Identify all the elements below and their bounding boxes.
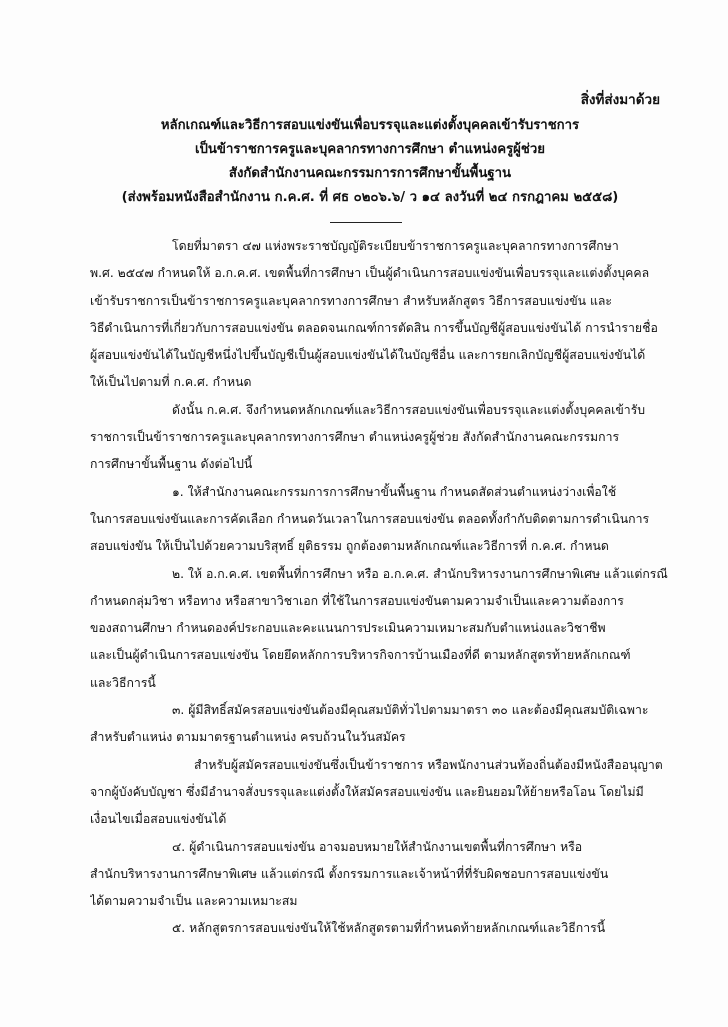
body-line: ราชการเป็นข้าราชการครูและบุคลากรทางการศึกษา ตำแหน่งครูผู้ช่วย สังกัดสำนักงานคณะกรรมการ	[90, 430, 620, 445]
title-line: สังกัดสำนักงานคณะกรรมการการศึกษาขั้นพื้นฐาน	[228, 166, 512, 181]
body-line: จากผู้บังคับบัญชา ซึ่งมีอำนาจสั่งบรรจุและแต่งตั้งให้สมัครสอบแข่งขัน และยินยอมให้ย้ายหรือโอน โดยไม่มี	[90, 784, 644, 799]
body-line: พ.ศ. ๒๕๔๗ กำหนดให้ อ.ก.ค.ศ. เขตพื้นที่การศึกษา เป็นผู้ดำเนินการสอบแข่งขันเพื่อบรรจุและแต่งตั้งบุคคล	[90, 266, 650, 281]
clause-4: ๔. ผู้ดำเนินการสอบแข่งขัน อาจมอบหมายให้สำนักงานเขตพื้นที่การศึกษา หรือ	[172, 839, 583, 854]
body-line: สำนักบริหารงานการศึกษาพิเศษ แล้วแต่กรณี ตั้งกรรมการและเจ้าหน้าที่ที่รับผิดชอบการสอบแข่งขัน	[90, 866, 609, 881]
body-line: ผู้สอบแข่งขันได้ในบัญชีหนึ่งไปขึ้นบัญชีเป็นผู้สอบแข่งขันได้ในบัญชีอื่น และการยกเลิกบัญชีผู้สอบแข่งขันได้	[90, 348, 646, 363]
body-line: และเป็นผู้ดำเนินการสอบแข่งขัน โดยยึดหลักการบริหารกิจการบ้านเมืองที่ดี ตามหลักสูตรท้ายหลักเกณฑ์	[90, 648, 631, 663]
body-line: วิธีดำเนินการที่เกี่ยวกับการสอบแข่งขัน ตลอดจนเกณฑ์การตัดสิน การขึ้นบัญชีผู้สอบแข่งขันได้ การนำรายชื่อ	[90, 320, 658, 335]
body-line: และวิธีการนี้	[90, 675, 156, 690]
clause-3: ๓. ผู้มีสิทธิ์สมัครสอบแข่งขันต้องมีคุณสมบัติทั่วไปตามมาตรา ๓๐ และต้องมีคุณสมบัติเฉพาะ	[172, 703, 649, 718]
body-line: การศึกษาขั้นพื้นฐาน ดังต่อไปนี้	[90, 457, 253, 472]
title-divider	[330, 222, 402, 223]
body-line: ให้เป็นไปตามที่ ก.ค.ศ. กำหนด	[90, 375, 252, 390]
body-line: ได้ตามความจำเป็น และความเหมาะสม	[90, 894, 298, 909]
document-title	[60, 114, 680, 210]
body-line: สำหรับตำแหน่ง ตามมาตรฐานตำแหน่ง ครบถ้วนในวันสมัคร	[90, 730, 406, 745]
body-line: โดยที่มาตรา ๔๗ แห่งพระราชบัญญัติระเบียบข้าราชการครูและบุคลากรทางการศึกษา	[172, 239, 619, 253]
body-line: ในการสอบแข่งขันและการคัดเลือก กำหนดวันเวลาในการสอบแข่งขัน ตลอดทั้งกำกับติดตามการดำเนินการ	[90, 511, 650, 526]
title-reference-line: (ส่งพร้อมหนังสือสำนักงาน ก.ค.ศ. ที่ ศธ ๐๒๐๖.๖/ ว ๑๔ ลงวันที่ ๒๔ กรกฎาคม ๒๕๕๘)	[121, 190, 619, 205]
clause-1: ๑. ให้สำนักงานคณะกรรมการการศึกษาขั้นพื้นฐาน กำหนดสัดส่วนตำแหน่งว่างเพื่อใช้	[172, 484, 617, 499]
clause-5: ๕. หลักสูตรการสอบแข่งขันให้ใช้หลักสูตรตามที่กำหนดท้ายหลักเกณฑ์และวิธีการนี้	[172, 921, 606, 936]
attachment-label: สิ่งที่ส่งมาด้วย	[580, 92, 660, 108]
title-line: เป็นข้าราชการครูและบุคลากรทางการศึกษา ตำแหน่งครูผู้ช่วย	[195, 142, 545, 157]
body-line: เงื่อนไขเมื่อสอบแข่งขันได้	[90, 812, 227, 827]
body-line: สอบแข่งขัน ให้เป็นไปด้วยความบริสุทธิ์ ยุติธรรม ถูกต้องตามหลักเกณฑ์และวิธีการที่ ก.ค.ศ. กำหนด	[90, 539, 609, 554]
body-line: กำหนดกลุ่มวิชา หรือทาง หรือสาขาวิชาเอก ที่ใช้ในการสอบแข่งขันตามความจำเป็นและความต้องการ	[90, 593, 624, 608]
body-line: ดังนั้น ก.ค.ศ. จึงกำหนดหลักเกณฑ์และวิธีการสอบแข่งขันเพื่อบรรจุและแต่งตั้งบุคคลเข้ารับ	[172, 402, 646, 417]
clause-2: ๒. ให้ อ.ก.ค.ศ. เขตพื้นที่การศึกษา หรือ อ.ก.ค.ศ. สำนักบริหารงานการศึกษาพิเศษ แล้วแต่กรณี	[172, 566, 668, 581]
title-line: หลักเกณฑ์และวิธีการสอบแข่งขันเพื่อบรรจุและแต่งตั้งบุคคลเข้ารับราชการ	[160, 118, 580, 133]
body-line: สำหรับผู้สมัครสอบแข่งขันซึ่งเป็นข้าราชการ หรือพนักงานส่วนท้องถิ่นต้องมีหนังสืออนุญาต	[194, 757, 663, 772]
body-line: เข้ารับราชการเป็นข้าราชการครูและบุคลากรทางการศึกษา สำหรับหลักสูตร วิธีการสอบแข่งขัน และ	[90, 293, 613, 308]
body-line: ของสถานศึกษา กำหนดองค์ประกอบและคะแนนการประเมินความเหมาะสมกับตำแหน่งและวิชาชีพ	[90, 621, 606, 636]
document-body	[90, 233, 670, 943]
